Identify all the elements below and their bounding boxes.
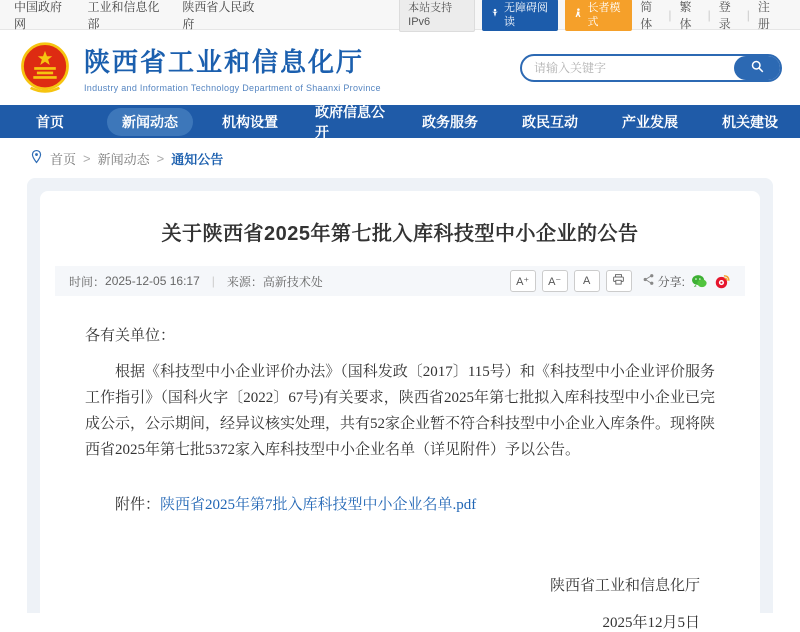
nav-item-home[interactable]: 首页: [36, 113, 64, 130]
attachment-link[interactable]: 陕西省2025年第7批入库科技型中小企业名单.pdf: [160, 497, 477, 513]
source-value: 高新技术处: [262, 274, 323, 289]
search-input[interactable]: [522, 61, 734, 75]
site-title: 陕西省工业和信息化厅: [84, 47, 365, 77]
search-box: [520, 54, 782, 82]
top-utility-bar: [0, 0, 800, 30]
article-paragraph: 根据《科技型中小企业评价办法》（国科发政〔2017〕115号）和《科技型中小企业评价服务工作指引》（国科火字〔2022〕67号)有关要求，陕西省2025年第七批拟入库科技型中小企业已完成公示，公示期间，经异议核实处理，共有52家企业暂不符合科技型中小企业入库条件。现将陕西省2025年第七批5372家入库科技型中小企业名单（详见附件）予以公告。: [85, 364, 716, 458]
article-body: [40, 324, 760, 632]
register-link[interactable]: 注册: [757, 0, 770, 31]
search-button[interactable]: [734, 56, 780, 80]
article-card: [40, 191, 760, 631]
nav-item-interaction[interactable]: 政民互动: [522, 113, 578, 130]
signature-org: 陕西省工业和信息化厅: [549, 578, 700, 594]
location-pin-icon: [30, 149, 43, 167]
nav-item-agency[interactable]: 机关建设: [722, 113, 778, 130]
breadcrumb-home[interactable]: 首页: [50, 151, 77, 167]
elder-label: 长者模式: [587, 1, 621, 28]
site-title-block: [84, 42, 381, 93]
breadcrumb: [0, 138, 800, 178]
nav-item-industry[interactable]: 产业发展: [622, 113, 678, 130]
link-simplified[interactable]: 简体: [640, 0, 653, 31]
meta-divider: |: [211, 274, 215, 288]
gov-links: [14, 0, 257, 32]
share-label-text: 分享:: [657, 274, 685, 289]
link-china-gov[interactable]: 中国政府网: [14, 0, 63, 31]
nav-item-organization[interactable]: 机构设置: [222, 113, 278, 130]
link-traditional[interactable]: 繁体: [679, 0, 692, 31]
printer-icon: [612, 273, 625, 289]
divider: |: [746, 7, 750, 22]
print-button[interactable]: [606, 270, 632, 292]
accessibility-label: 无障碍阅读: [504, 1, 548, 28]
accessibility-icon: [490, 8, 500, 22]
nav-item-info-disclosure[interactable]: 政府信息公开: [315, 103, 385, 140]
divider: |: [707, 7, 711, 22]
link-miit[interactable]: 工业和信息化部: [87, 0, 160, 31]
breadcrumb-separator: >: [83, 150, 91, 166]
nav-item-news[interactable]: 新闻动态: [100, 105, 200, 138]
signature-date: 2025年12月5日: [602, 615, 700, 631]
breadcrumb-notices[interactable]: 通知公告: [171, 151, 224, 167]
breadcrumb-separator: >: [156, 150, 165, 166]
accessibility-button[interactable]: [482, 0, 558, 31]
article-tools: [510, 270, 731, 292]
attachment-row: [85, 493, 715, 514]
elder-icon: [573, 8, 583, 22]
time-label: 时间：: [69, 274, 106, 289]
breadcrumb-news[interactable]: 新闻动态: [97, 151, 150, 167]
utility-badges: [399, 0, 632, 32]
publish-time: 2025-12-05 16:17: [105, 274, 200, 288]
ipv6-badge[interactable]: 本站支持IPv6: [399, 0, 475, 32]
divider: |: [668, 7, 672, 22]
national-emblem-logo: [18, 41, 72, 95]
site-header: [0, 30, 800, 105]
search-icon: [750, 59, 765, 77]
account-links: [632, 0, 786, 32]
main-nav: [0, 105, 800, 138]
elder-mode-button[interactable]: [565, 0, 632, 31]
article-title: 关于陕西省2025年第七批入库科技型中小企业的公告: [161, 223, 639, 245]
share-control[interactable]: [642, 273, 685, 290]
link-shaanxi-gov[interactable]: 陕西省人民政府: [182, 0, 255, 31]
content-panel: [27, 178, 773, 631]
login-link[interactable]: 登录: [718, 0, 731, 31]
site-subtitle: Industry and Information Technology Department of Shaanxi Province: [84, 83, 381, 93]
wechat-share-icon[interactable]: [691, 273, 708, 290]
nav-item-services[interactable]: 政务服务: [422, 113, 478, 130]
font-increase-button[interactable]: A⁺: [510, 270, 536, 292]
salutation: 各有关单位：: [85, 328, 176, 344]
source-label: 来源：: [226, 274, 263, 289]
share-nodes-icon: [642, 273, 655, 289]
font-decrease-button[interactable]: A⁻: [542, 270, 568, 292]
font-reset-button[interactable]: A: [574, 270, 600, 292]
attachment-label: 附件：: [115, 497, 161, 513]
weibo-share-icon[interactable]: [714, 273, 731, 290]
article-meta-bar: [55, 266, 745, 296]
